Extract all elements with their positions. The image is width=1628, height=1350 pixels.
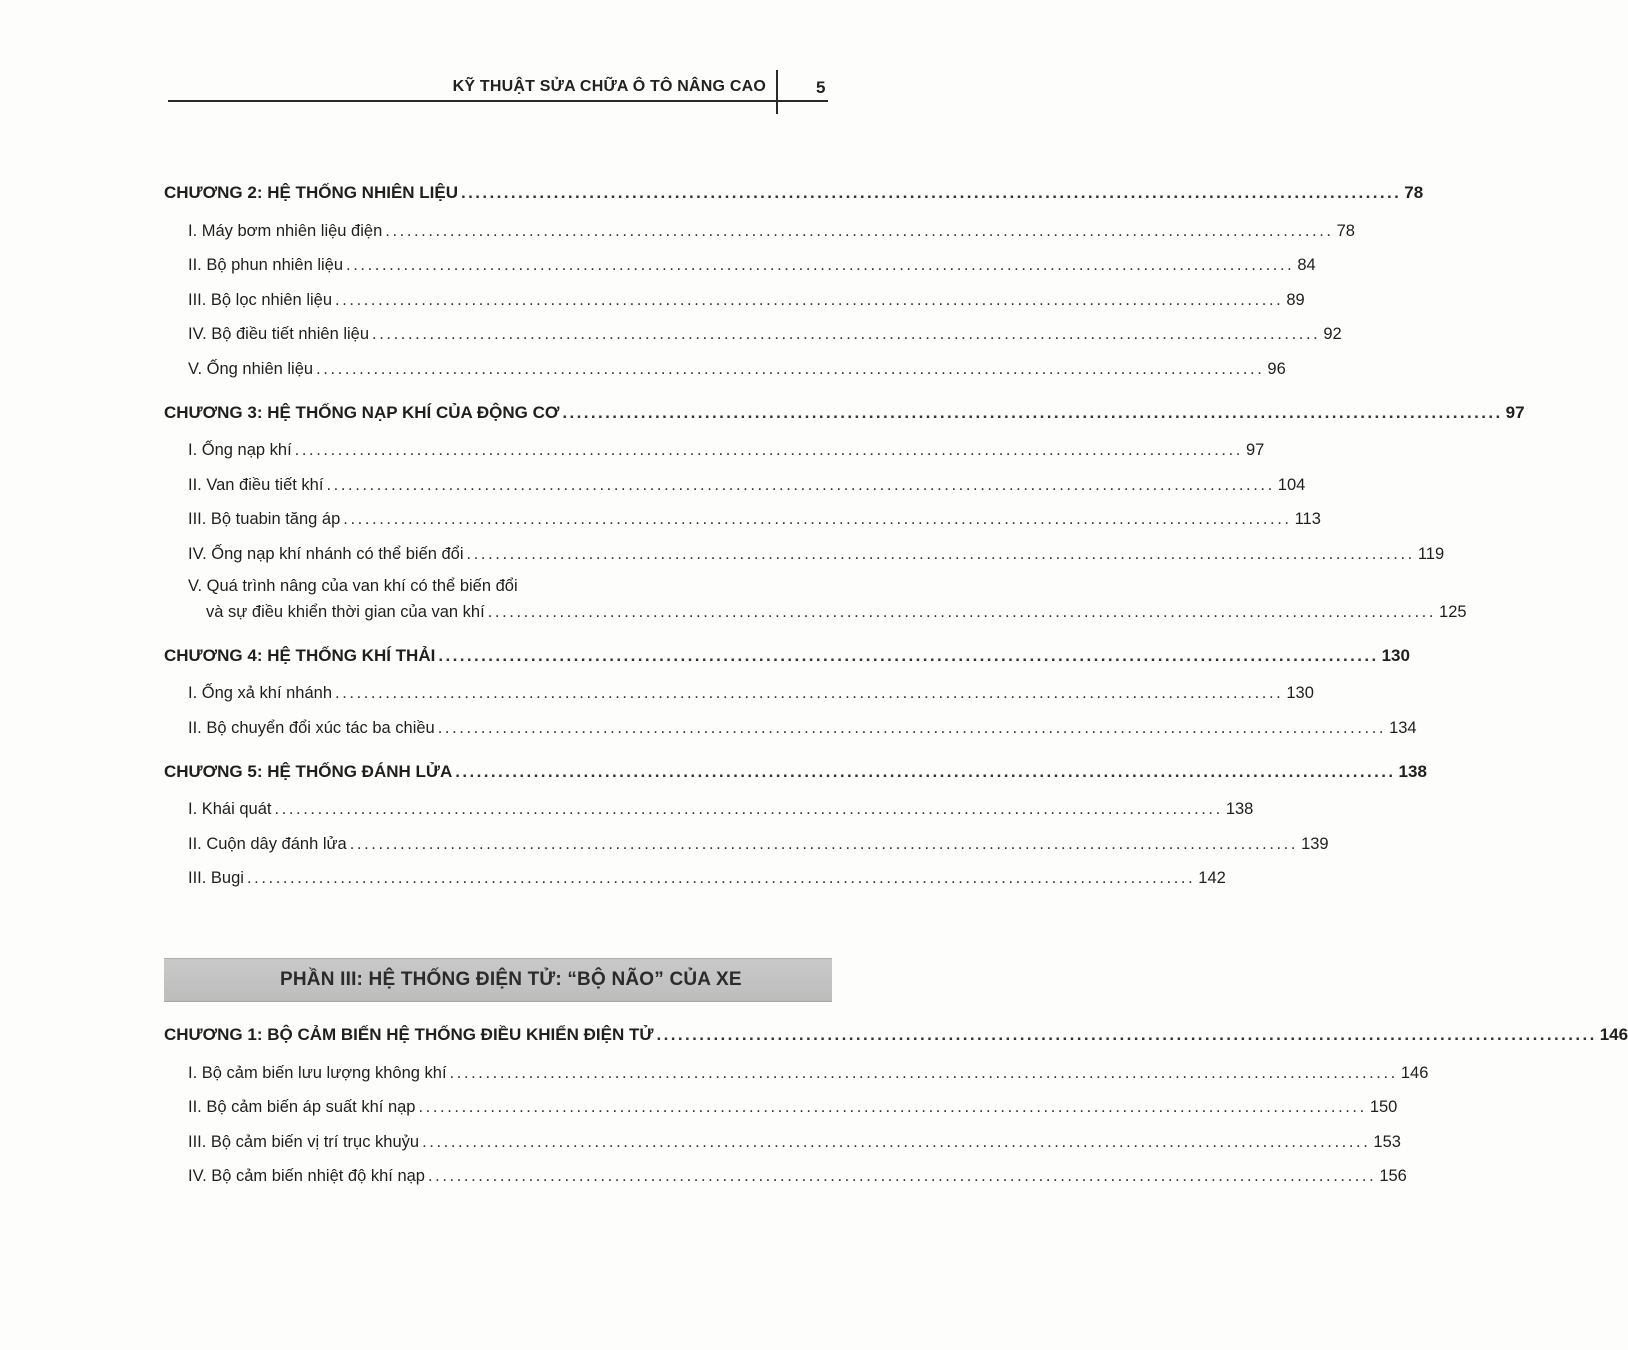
section-entry[interactable] — [164, 211, 1355, 246]
section-entry[interactable] — [164, 1053, 1429, 1088]
dot-leader: .................................................................................................................................... — [343, 510, 1292, 528]
section-title: II. Bộ phun nhiên liệu — [188, 256, 344, 274]
section-page: 97 — [1245, 441, 1265, 459]
section-title: II. Cuộn dây đánh lửa — [188, 834, 347, 853]
part-banner — [164, 958, 832, 1002]
section-page: 134 — [1389, 718, 1417, 737]
section-title: I. Bộ cảm biến lưu lượng không khí — [188, 1063, 447, 1082]
section-title: III. Bugi — [188, 869, 244, 887]
dot-leader: .................................................................................................................................... — [418, 1098, 1367, 1116]
section-title: IV. Bộ điều tiết nhiên liệu — [188, 325, 370, 343]
dot-leader: .................................................................................................................................... — [335, 290, 1284, 309]
section-page: 139 — [1301, 834, 1329, 853]
chapter-page: 146 — [1599, 1025, 1628, 1044]
dot-leader: .................................................................................................................................... — [455, 761, 1396, 781]
toc-chapter — [164, 639, 1417, 743]
section-page: 84 — [1297, 256, 1316, 274]
section-title: IV. Ống nạp khí nhánh có thể biến đổi — [188, 544, 464, 563]
chapter-entry[interactable] — [164, 755, 1427, 787]
section-page: 92 — [1323, 325, 1342, 343]
section-title: II. Bộ chuyển đổi xúc tác ba chiều — [188, 718, 435, 737]
section-title: I. Máy bơm nhiên liệu điện — [188, 221, 383, 240]
dot-leader: .................................................................................................................................... — [274, 800, 1223, 818]
section-entry[interactable] — [164, 315, 1342, 350]
section-title: I. Ống nạp khí — [188, 441, 292, 459]
section-entry[interactable] — [164, 1088, 1398, 1123]
section-title-line2: và sự điều khiển thời gian của van khí — [206, 602, 485, 621]
dot-leader: .................................................................................................................................... — [466, 544, 1415, 563]
chapter-entry[interactable] — [164, 639, 1410, 671]
section-page: 150 — [1369, 1098, 1398, 1116]
dot-leader: .................................................................................................................................... — [438, 645, 1379, 665]
dot-leader: .................................................................................................................................... — [449, 1063, 1398, 1082]
dot-leader: .................................................................................................................................... — [372, 325, 1321, 343]
section-entry[interactable] — [164, 465, 1306, 500]
part-title: PHẦN III: HỆ THỐNG ĐIỆN TỬ: “BỘ NÃO” CỦA XE — [280, 969, 742, 990]
chapter-title: CHƯƠNG 4: HỆ THỐNG KHÍ THẢI — [164, 645, 436, 665]
chapter-entry[interactable] — [164, 1018, 1628, 1050]
section-title: III. Bộ lọc nhiên liệu — [188, 290, 333, 309]
chapter-entry[interactable] — [164, 396, 1525, 428]
dot-leader: .................................................................................................................................... — [349, 834, 1299, 853]
section-entry-multiline[interactable] — [164, 569, 1467, 627]
dot-leader: .................................................................................................................................... — [326, 475, 1275, 494]
book-title: KỸ THUẬT SỬA CHỮA Ô TÔ NÂNG CAO — [452, 78, 766, 95]
chapter-entry[interactable] — [164, 176, 1424, 208]
dot-leader: .................................................................................................................................... — [562, 402, 1503, 422]
table-of-contents-part3 — [164, 1018, 1628, 1203]
table-of-contents — [164, 176, 1525, 905]
section-page: 78 — [1336, 221, 1355, 240]
section-entry[interactable] — [164, 824, 1329, 859]
dot-leader: .................................................................................................................................... — [437, 718, 1387, 737]
section-entry[interactable] — [164, 708, 1417, 743]
section-page: 153 — [1373, 1132, 1401, 1151]
section-title: V. Quá trình nâng của van khí có thể biến đổi — [188, 576, 518, 595]
section-title: II. Van điều tiết khí — [188, 475, 324, 494]
chapter-page: 78 — [1404, 183, 1424, 202]
header-separator — [776, 70, 778, 114]
dot-leader: .................................................................................................................................... — [656, 1025, 1597, 1044]
section-entry[interactable] — [164, 1157, 1407, 1192]
section-entry[interactable] — [164, 280, 1305, 315]
section-title: III. Bộ tuabin tăng áp — [188, 510, 341, 528]
dot-leader: .................................................................................................................................... — [385, 221, 1334, 240]
section-page: 119 — [1417, 544, 1445, 563]
chapter-title: CHƯƠNG 5: HỆ THỐNG ĐÁNH LỬA — [164, 761, 453, 781]
section-page: 104 — [1277, 475, 1306, 494]
page-number: 5 — [816, 78, 826, 97]
header-rule — [168, 100, 828, 102]
section-entry-continuation — [188, 599, 1467, 627]
section-entry[interactable] — [164, 500, 1321, 535]
section-title: V. Ống nhiên liệu — [188, 359, 314, 378]
toc-chapter — [164, 396, 1525, 627]
dot-leader: .................................................................................................................................... — [294, 441, 1243, 459]
section-entry[interactable] — [164, 349, 1286, 384]
section-page: 142 — [1198, 869, 1226, 887]
chapter-page: 138 — [1398, 761, 1427, 781]
dot-leader: .................................................................................................................................... — [346, 256, 1295, 274]
chapter-title: CHƯƠNG 1: BỘ CẢM BIẾN HỆ THỐNG ĐIỀU KHIỂN ĐIỆN TỬ — [164, 1025, 654, 1044]
section-title: I. Khái quát — [188, 800, 272, 818]
section-entry[interactable] — [164, 246, 1316, 281]
section-page: 146 — [1400, 1063, 1429, 1082]
section-title: II. Bộ cảm biến áp suất khí nạp — [188, 1098, 416, 1116]
section-title: III. Bộ cảm biến vị trí trục khuỷu — [188, 1132, 420, 1151]
section-entry[interactable] — [164, 1122, 1401, 1157]
section-page: 96 — [1267, 359, 1286, 378]
running-header — [168, 70, 832, 116]
section-page: 138 — [1225, 800, 1254, 818]
dot-leader: .................................................................................................................................... — [335, 684, 1284, 702]
toc-chapter — [164, 755, 1427, 894]
chapter-page: 97 — [1505, 402, 1525, 422]
dot-leader: .................................................................................................................................... — [246, 869, 1196, 887]
section-page: 113 — [1294, 510, 1321, 528]
section-entry[interactable] — [164, 431, 1265, 466]
dot-leader: .................................................................................................................................... — [427, 1167, 1377, 1185]
dot-leader: .................................................................................................................................... — [487, 602, 1437, 621]
section-entry[interactable] — [164, 534, 1445, 569]
section-page: 156 — [1379, 1167, 1407, 1185]
dot-leader: .................................................................................................................................... — [422, 1132, 1371, 1151]
chapter-title: CHƯƠNG 3: HỆ THỐNG NẠP KHÍ CỦA ĐỘNG CƠ — [164, 402, 560, 422]
section-entry[interactable] — [164, 790, 1254, 825]
dot-leader: .................................................................................................................................... — [461, 183, 1402, 202]
section-title: I. Ống xả khí nhánh — [188, 684, 333, 702]
section-page: 130 — [1286, 684, 1314, 702]
section-entry[interactable] — [164, 859, 1226, 894]
dot-leader: .................................................................................................................................... — [316, 359, 1265, 378]
chapter-title: CHƯƠNG 2: HỆ THỐNG NHIÊN LIỆU — [164, 183, 459, 202]
section-page: 89 — [1286, 290, 1305, 309]
toc-chapter — [164, 1018, 1628, 1191]
section-page: 125 — [1439, 602, 1467, 621]
section-title: IV. Bộ cảm biến nhiệt độ khí nạp — [188, 1167, 425, 1185]
toc-chapter — [164, 176, 1424, 384]
chapter-page: 130 — [1381, 645, 1410, 665]
section-entry[interactable] — [164, 674, 1314, 709]
